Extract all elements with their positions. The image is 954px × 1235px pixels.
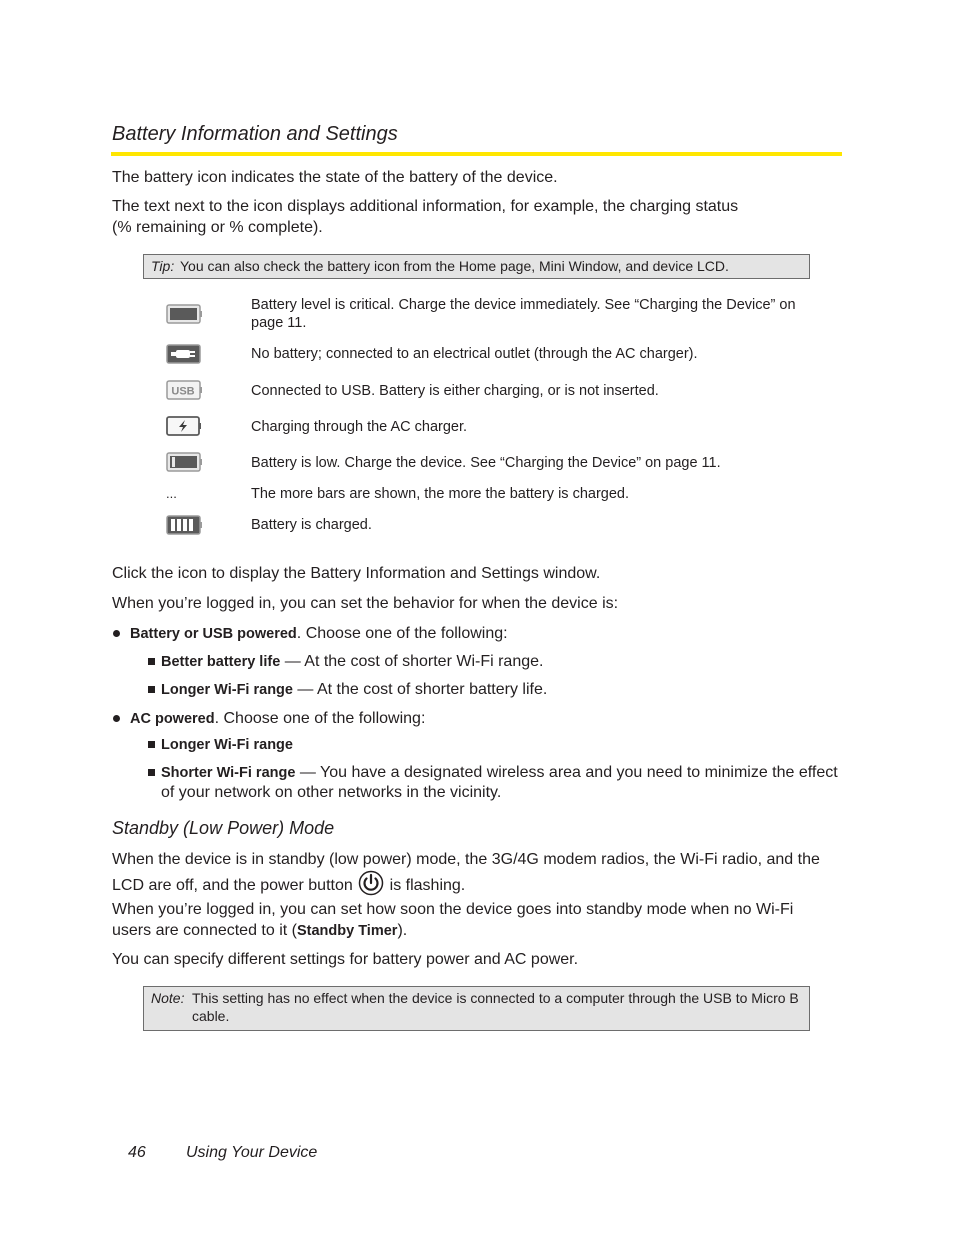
note-text-line-2: cable. [192,1008,230,1024]
behavior-paragraph-1: Click the icon to display the Battery Information and Settings window. [112,565,601,582]
bullet-square [148,686,155,693]
bullet-ac-powered: AC powered. Choose one of the following: [130,710,426,727]
bullet-square [148,658,155,665]
option-shorter-wifi-range-line-2: of your network on other networks in the vicinity. [161,784,502,801]
bullet-dot [113,715,120,722]
section-title: Battery Information and Settings [112,123,398,145]
standby-paragraph-1-line-1: When the device is in standby (low power) mode, the 3G/4G modem radios, the Wi-Fi radio, and the [112,851,820,868]
svg-text:USB: USB [171,385,195,398]
battery-critical-desc-line-1: Battery level is critical. Charge the device immediately. See “Charging the Device” on [251,297,796,313]
title-underline [111,152,842,156]
page-number: 46 [128,1144,146,1161]
ellipsis-text: ... [166,486,177,501]
option-ac-longer-wifi-range: Longer Wi-Fi range [161,737,293,753]
battery-critical-desc-line-2: page 11. [251,315,307,331]
intro-paragraph-2-line-2: (% remaining or % complete). [112,219,323,236]
battery-full-icon [166,515,202,535]
tip-box [143,254,810,279]
standby-paragraph-2-line-2: users are connected to it (Standby Timer). [112,922,408,939]
bullet-square [148,741,155,748]
bullet-square [148,769,155,776]
battery-charging-desc: Charging through the AC charger. [251,419,468,435]
option-longer-wifi-range: Longer Wi-Fi range — At the cost of shorter battery life. [161,681,548,698]
battery-plug-desc: No battery; connected to an electrical outlet (through the AC charger). [251,346,698,362]
option-better-battery-life: Better battery life — At the cost of shorter Wi-Fi range. [161,653,544,670]
standby-paragraph-1-line-2: LCD are off, and the power button is flashing. [112,870,465,896]
bullet-battery-usb: Battery or USB powered. Choose one of the following: [130,625,508,642]
bullet-dot [113,630,120,637]
footer-section-name: Using Your Device [186,1144,318,1161]
behavior-paragraph-2: When you’re logged in, you can set the behavior for when the device is: [112,595,619,612]
battery-full-desc: Battery is charged. [251,517,372,533]
tip-text: You can also check the battery icon from the Home page, Mini Window, and device LCD. [180,258,729,274]
battery-usb-icon [166,380,202,400]
intro-paragraph-2-line-1: The text next to the icon displays additional information, for example, the charging status [112,198,739,215]
battery-bars-desc: The more bars are shown, the more the battery is charged. [251,486,629,502]
tip-label: Tip: [151,258,175,274]
battery-usb-desc: Connected to USB. Battery is either charging, or is not inserted. [251,383,659,399]
battery-low-desc: Battery is low. Charge the device. See “Charging the Device” on page 11. [251,455,721,471]
standby-heading: Standby (Low Power) Mode [112,818,335,838]
note-text-line-1: This setting has no effect when the device is connected to a computer through the USB to Micro B [192,990,799,1006]
note-box [143,986,810,1031]
intro-paragraph-1: The battery icon indicates the state of the battery of the device. [112,169,558,186]
battery-charging-icon [166,416,202,436]
battery-low-icon [166,452,202,472]
note-label: Note: [151,990,185,1006]
standby-paragraph-3: You can specify different settings for battery power and AC power. [112,951,579,968]
option-shorter-wifi-range: Shorter Wi-Fi range — You have a designated wireless area and you need to minimize the effect [161,764,838,781]
power-button-icon [358,870,384,896]
battery-plug-icon [166,344,202,364]
battery-critical-icon [166,304,202,324]
standby-paragraph-2-line-1: When you’re logged in, you can set how soon the device goes into standby mode when no Wi-Fi [112,901,794,918]
